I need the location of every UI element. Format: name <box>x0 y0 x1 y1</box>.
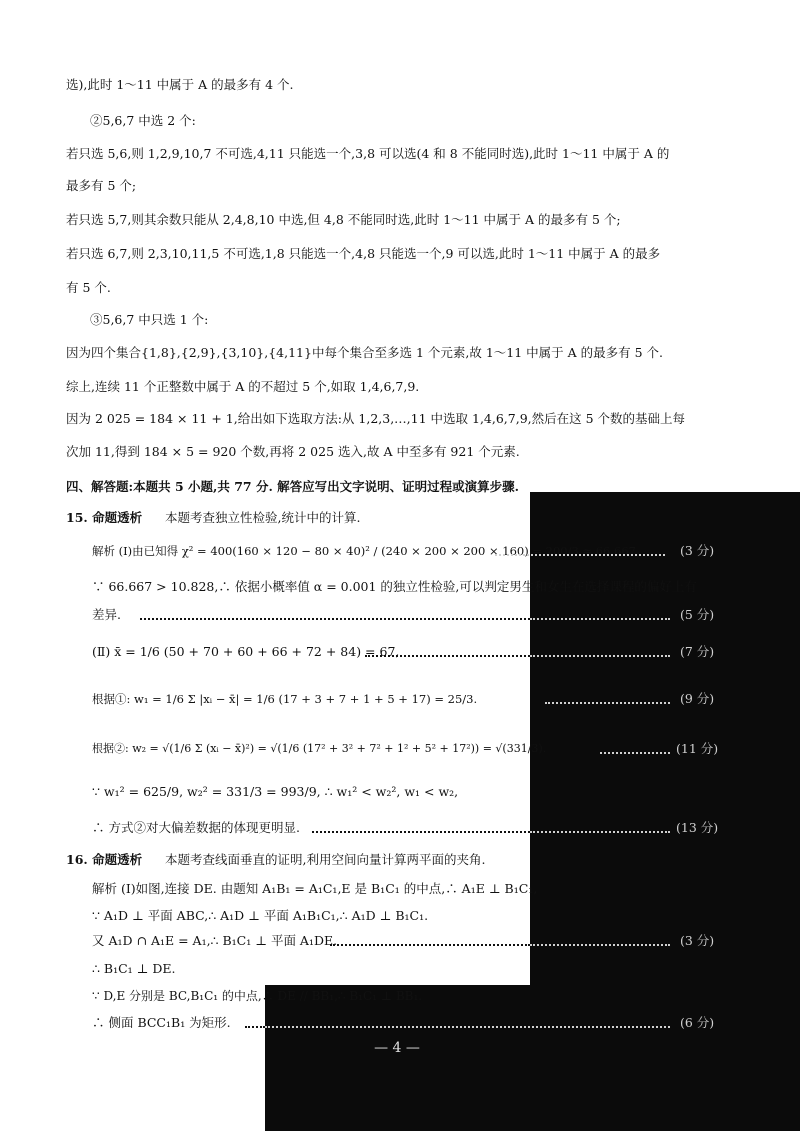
score: (13 分) <box>676 820 719 835</box>
q16-label: 16. 命题透析 <box>66 852 143 867</box>
q15-step-5: 根据①: w₁ = 1/6 Σ |xᵢ − x̄| = 1/6 (17 + 3 + 7 + 1 + 5 + 17) = 25/3. (9 分) <box>0 688 800 710</box>
q16-step-1: 解析 (Ⅰ)如图,连接 DE. 由题知 A₁B₁ = A₁C₁,E 是 B₁C₁ 的中点,∴ A₁E ⊥ B₁C₁, <box>92 881 538 896</box>
q15-intro-line <box>0 507 800 529</box>
q15-step-2: ∵ 66.667 > 10.828,∴ 依据小概率值 α = 0.001 的独立性检验,可以判定男生和女生在选择课程的偏好上有 <box>92 579 697 594</box>
q15-step-3: 差异. (5 分) <box>0 604 800 626</box>
text-line: 因为 2 025 = 184 × 11 + 1,给出如下选取方法:从 1,2,3,…,11 中选取 1,4,6,7,9,然后在这 5 个数的基础上每 <box>66 411 686 426</box>
score: (3 分) <box>680 543 715 558</box>
text-line: 若只选 6,7,则 2,3,10,11,5 不可选,1,8 只能选一个,4,8 只能选一个,9 可以选,此时 1～11 中属于 A 的最多 <box>66 246 661 261</box>
q15-intro: 本题考查独立性检验,统计中的计算. <box>165 510 361 525</box>
text-line: 若只选 5,6,则 1,2,9,10,7 不可选,4,11 只能选一个,3,8 可以选(4 和 8 不能同时选),此时 1～11 中属于 A 的 <box>66 146 670 161</box>
text-line: ②5,6,7 中选 2 个: <box>90 113 196 128</box>
text-line: 选),此时 1～11 中属于 A 的最多有 4 个. <box>66 77 294 92</box>
page-number: — 4 — <box>374 1040 420 1056</box>
score: (6 分) <box>680 1015 715 1030</box>
q15-step-8: ∴ 方式②对大偏差数据的体现更明显. (13 分) <box>0 817 800 839</box>
score: (3 分) <box>680 933 715 948</box>
score: (11 分) <box>676 741 719 756</box>
text-line: 因为四个集合{1,8},{2,9},{3,10},{4,11}中每个集合至多选 1 个元素,故 1～11 中属于 A 的最多有 5 个. <box>66 345 663 360</box>
q15-step-1: 解析 (Ⅰ)由已知得 χ² = 400(160 × 120 − 80 × 40)² / (240 × 200 × 200 × 160) = 200/3 ≈ 66.667, (3 分) <box>0 540 800 562</box>
text-line: 有 5 个. <box>66 280 111 295</box>
q16-step-4: ∴ B₁C₁ ⊥ DE. <box>92 961 176 976</box>
q15-step-4: (Ⅱ) x̄ = 1/6 (50 + 70 + 60 + 66 + 72 + 84) = 67, (7 分) <box>0 641 800 663</box>
text-line: 最多有 5 个; <box>66 178 137 193</box>
score: (9 分) <box>680 691 715 706</box>
text-line: 综上,连续 11 个正整数中属于 A 的不超过 5 个,如取 1,4,6,7,9. <box>66 379 420 394</box>
q16-intro: 本题考查线面垂直的证明,利用空间向量计算两平面的夹角. <box>165 852 486 867</box>
q16-step-3: 又 A₁D ∩ A₁E = A₁,∴ B₁C₁ ⊥ 平面 A₁DE. (3 分) <box>0 930 800 952</box>
q15-step-6: 根据②: w₂ = √(1/6 Σ (xᵢ − x̄)²) = √(1/6 (17² + 3² + 7² + 1² + 5² + 17²)) = √(331/3). (11 分) <box>0 738 800 760</box>
q16-intro-line <box>0 849 800 871</box>
q16-step-6: ∴ 侧面 BCC₁B₁ 为矩形. (6 分) <box>0 1012 800 1034</box>
text-line: 若只选 5,7,则其余数只能从 2,4,8,10 中选,但 4,8 不能同时选,此时 1～11 中属于 A 的最多有 5 个; <box>66 212 621 227</box>
text-line: ③5,6,7 中只选 1 个: <box>90 312 209 327</box>
q16-step-5: ∵ D,E 分别是 BC,B₁C₁ 的中点,∴ DE // BB₁,∴ B₁C₁ ⊥ BB₁. <box>92 989 423 1003</box>
section-heading: 四、解答题:本题共 5 小题,共 77 分. 解答应写出文字说明、证明过程或演算步骤. <box>66 479 520 494</box>
q16-step-2: ∵ A₁D ⊥ 平面 ABC,∴ A₁D ⊥ 平面 A₁B₁C₁,∴ A₁D ⊥ B₁C₁. <box>92 908 429 923</box>
score: (5 分) <box>680 607 715 622</box>
q15-step-7: ∵ w₁² = 625/9, w₂² = 331/3 = 993/9, ∴ w₁² < w₂², w₁ < w₂, <box>92 784 459 799</box>
text-line: 次加 11,得到 184 × 5 = 920 个数,再将 2 025 选入,故 A 中至多有 921 个元素. <box>66 444 520 459</box>
score: (7 分) <box>680 644 715 659</box>
q15-label: 15. 命题透析 <box>66 510 143 525</box>
